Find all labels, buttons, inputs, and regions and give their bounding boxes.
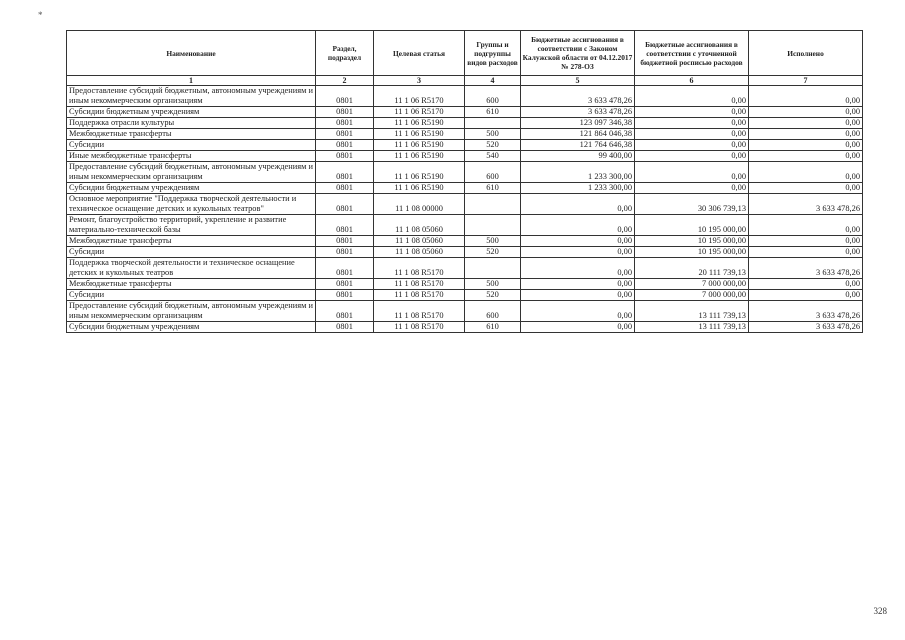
row-group: 610 (465, 107, 521, 118)
row-target: 11 1 08 R5170 (374, 301, 465, 322)
row-law-appropriations: 3 633 478,26 (521, 86, 635, 107)
row-group: 600 (465, 86, 521, 107)
table-row (67, 301, 863, 322)
row-name: Предоставление субсидий бюджетным, автономным учреждениям и иным некоммерческим организациям (67, 162, 316, 183)
table-row (67, 162, 863, 183)
table-row (67, 86, 863, 107)
row-refined-appropriations: 0,00 (635, 86, 749, 107)
row-section: 0801 (316, 258, 374, 279)
row-group: 520 (465, 140, 521, 151)
row-target: 11 1 06 R5170 (374, 86, 465, 107)
row-target: 11 1 06 R5190 (374, 118, 465, 129)
row-name: Субсидии (67, 247, 316, 258)
row-law-appropriations: 0,00 (521, 194, 635, 215)
row-name: Субсидии бюджетным учреждениям (67, 183, 316, 194)
row-law-appropriations: 0,00 (521, 322, 635, 333)
row-name: Предоставление субсидий бюджетным, автономным учреждениям и иным некоммерческим организациям (67, 301, 316, 322)
column-number: 5 (521, 76, 635, 86)
row-group: 500 (465, 279, 521, 290)
row-target: 11 1 06 R5170 (374, 107, 465, 118)
table-row (67, 151, 863, 162)
row-name: Межбюджетные трансферты (67, 279, 316, 290)
row-executed: 0,00 (749, 279, 863, 290)
row-law-appropriations: 0,00 (521, 279, 635, 290)
row-executed: 0,00 (749, 247, 863, 258)
header-executed: Исполнено (749, 31, 863, 76)
row-name: Ремонт, благоустройство территорий, укрепление и развитие материально-технической базы (67, 215, 316, 236)
row-refined-appropriations: 0,00 (635, 140, 749, 151)
table-row (67, 118, 863, 129)
row-refined-appropriations: 10 195 000,00 (635, 247, 749, 258)
row-refined-appropriations: 7 000 000,00 (635, 279, 749, 290)
row-law-appropriations: 0,00 (521, 258, 635, 279)
column-number: 3 (374, 76, 465, 86)
row-executed: 3 633 478,26 (749, 258, 863, 279)
row-executed: 3 633 478,26 (749, 194, 863, 215)
row-name: Поддержка творческой деятельности и техническое оснащение детских и кукольных театров (67, 258, 316, 279)
row-group: 520 (465, 247, 521, 258)
row-group: 520 (465, 290, 521, 301)
row-refined-appropriations: 20 111 739,13 (635, 258, 749, 279)
row-group: 610 (465, 322, 521, 333)
row-executed: 0,00 (749, 107, 863, 118)
row-name: Основное мероприятие "Поддержка творческой деятельности и техническое оснащение детских и кукольных театров" (67, 194, 316, 215)
row-section: 0801 (316, 247, 374, 258)
row-section: 0801 (316, 301, 374, 322)
corner-mark: * (38, 10, 43, 20)
row-name: Субсидии бюджетным учреждениям (67, 322, 316, 333)
table-row (67, 107, 863, 118)
column-number: 2 (316, 76, 374, 86)
row-executed: 0,00 (749, 118, 863, 129)
row-target: 11 1 08 R5170 (374, 258, 465, 279)
row-target: 11 1 08 R5170 (374, 290, 465, 301)
row-name: Межбюджетные трансферты (67, 129, 316, 140)
row-group (465, 258, 521, 279)
row-group: 600 (465, 162, 521, 183)
row-executed: 0,00 (749, 151, 863, 162)
row-section: 0801 (316, 279, 374, 290)
row-target: 11 1 06 R5190 (374, 129, 465, 140)
row-name: Межбюджетные трансферты (67, 236, 316, 247)
table-row (67, 279, 863, 290)
row-target: 11 1 08 R5170 (374, 279, 465, 290)
page-number: 328 (873, 606, 887, 616)
row-section: 0801 (316, 151, 374, 162)
row-law-appropriations: 121 864 046,38 (521, 129, 635, 140)
row-executed: 0,00 (749, 140, 863, 151)
table-row (67, 129, 863, 140)
table-row (67, 215, 863, 236)
row-law-appropriations: 3 633 478,26 (521, 107, 635, 118)
row-name: Иные межбюджетные трансферты (67, 151, 316, 162)
row-executed: 0,00 (749, 183, 863, 194)
row-section: 0801 (316, 118, 374, 129)
header-row (67, 31, 863, 76)
row-target: 11 1 06 R5190 (374, 183, 465, 194)
row-section: 0801 (316, 107, 374, 118)
row-refined-appropriations: 13 111 739,13 (635, 322, 749, 333)
row-group: 500 (465, 236, 521, 247)
row-law-appropriations: 0,00 (521, 247, 635, 258)
row-section: 0801 (316, 194, 374, 215)
row-target: 11 1 08 00000 (374, 194, 465, 215)
row-name: Субсидии (67, 140, 316, 151)
row-target: 11 1 08 05060 (374, 247, 465, 258)
row-law-appropriations: 0,00 (521, 301, 635, 322)
row-law-appropriations: 99 400,00 (521, 151, 635, 162)
row-target: 11 1 08 R5170 (374, 322, 465, 333)
row-executed: 0,00 (749, 236, 863, 247)
row-target: 11 1 06 R5190 (374, 162, 465, 183)
row-group: 610 (465, 183, 521, 194)
row-section: 0801 (316, 129, 374, 140)
row-section: 0801 (316, 236, 374, 247)
row-section: 0801 (316, 290, 374, 301)
row-refined-appropriations: 0,00 (635, 151, 749, 162)
row-name: Поддержка отрасли культуры (67, 118, 316, 129)
row-executed: 0,00 (749, 162, 863, 183)
row-law-appropriations: 0,00 (521, 236, 635, 247)
row-group (465, 194, 521, 215)
row-refined-appropriations: 0,00 (635, 118, 749, 129)
header-name: Наименование (67, 31, 316, 76)
table-row (67, 236, 863, 247)
row-law-appropriations: 1 233 300,00 (521, 183, 635, 194)
header-group: Группы и подгруппы видов расходов (465, 31, 521, 76)
row-refined-appropriations: 0,00 (635, 162, 749, 183)
row-target: 11 1 06 R5190 (374, 140, 465, 151)
column-number: 7 (749, 76, 863, 86)
column-number: 4 (465, 76, 521, 86)
table-row (67, 247, 863, 258)
row-target: 11 1 08 05060 (374, 215, 465, 236)
row-executed: 3 633 478,26 (749, 322, 863, 333)
row-executed: 0,00 (749, 215, 863, 236)
budget-table (66, 30, 863, 333)
column-number-row (67, 76, 863, 86)
row-section: 0801 (316, 140, 374, 151)
row-section: 0801 (316, 183, 374, 194)
row-section: 0801 (316, 215, 374, 236)
table-row (67, 140, 863, 151)
column-number: 6 (635, 76, 749, 86)
row-name: Предоставление субсидий бюджетным, автономным учреждениям и иным некоммерческим организациям (67, 86, 316, 107)
row-group: 500 (465, 129, 521, 140)
row-law-appropriations: 121 764 646,38 (521, 140, 635, 151)
row-executed: 0,00 (749, 290, 863, 301)
row-law-appropriations: 0,00 (521, 215, 635, 236)
row-name: Субсидии бюджетным учреждениям (67, 107, 316, 118)
table-row (67, 322, 863, 333)
row-refined-appropriations: 0,00 (635, 183, 749, 194)
row-target: 11 1 06 R5190 (374, 151, 465, 162)
row-group (465, 118, 521, 129)
row-name: Субсидии (67, 290, 316, 301)
row-law-appropriations: 0,00 (521, 290, 635, 301)
table-row (67, 258, 863, 279)
row-law-appropriations: 1 233 300,00 (521, 162, 635, 183)
row-refined-appropriations: 30 306 739,13 (635, 194, 749, 215)
column-number: 1 (67, 76, 316, 86)
row-refined-appropriations: 0,00 (635, 129, 749, 140)
header-law-appropriations: Бюджетные ассигнования в соответствии с Законом Калужской области от 04.12.2017 № 278-ОЗ (521, 31, 635, 76)
row-executed: 3 633 478,26 (749, 301, 863, 322)
row-executed: 0,00 (749, 129, 863, 140)
table-body (67, 86, 863, 333)
table-row (67, 183, 863, 194)
header-target: Целевая статья (374, 31, 465, 76)
table-row (67, 194, 863, 215)
row-section: 0801 (316, 162, 374, 183)
header-refined-appropriations: Бюджетные ассигнования в соответствии с уточненной бюджетной росписью расходов (635, 31, 749, 76)
row-target: 11 1 08 05060 (374, 236, 465, 247)
row-law-appropriations: 123 097 346,38 (521, 118, 635, 129)
row-refined-appropriations: 13 111 739,13 (635, 301, 749, 322)
table-row (67, 290, 863, 301)
header-section: Раздел, подраздел (316, 31, 374, 76)
row-group: 540 (465, 151, 521, 162)
row-section: 0801 (316, 86, 374, 107)
row-refined-appropriations: 0,00 (635, 107, 749, 118)
row-group (465, 215, 521, 236)
row-section: 0801 (316, 322, 374, 333)
row-executed: 0,00 (749, 86, 863, 107)
row-refined-appropriations: 10 195 000,00 (635, 215, 749, 236)
row-refined-appropriations: 7 000 000,00 (635, 290, 749, 301)
row-refined-appropriations: 10 195 000,00 (635, 236, 749, 247)
row-group: 600 (465, 301, 521, 322)
